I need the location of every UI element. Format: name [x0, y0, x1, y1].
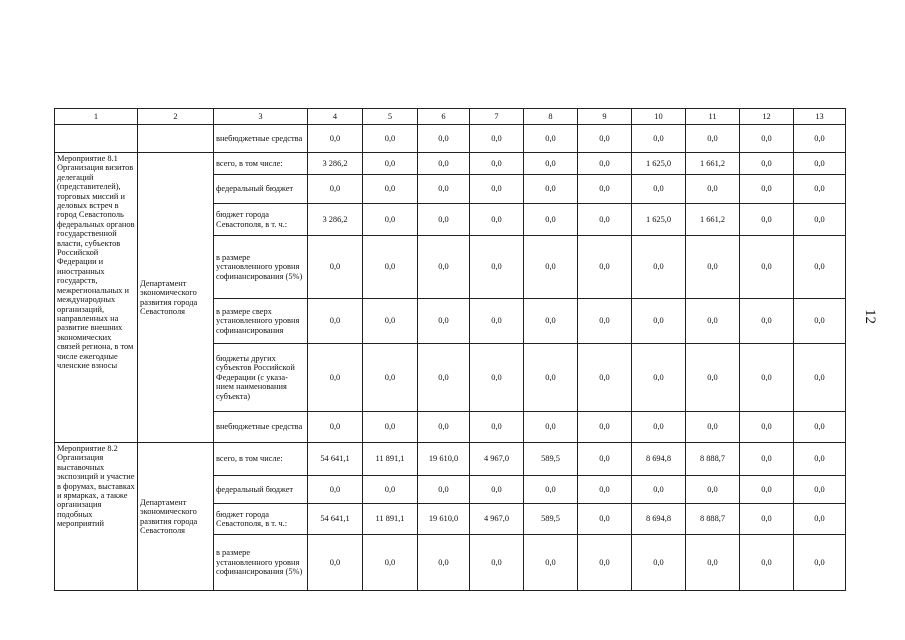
column-header: 12	[740, 109, 794, 125]
value-cell: 3 286,2	[308, 153, 363, 175]
funding-source-label: федеральный бюджет	[214, 175, 308, 204]
value-cell: 0,0	[740, 412, 794, 443]
value-cell: 1 625,0	[632, 153, 686, 175]
column-header: 3	[214, 109, 308, 125]
value-cell: 0,0	[418, 299, 470, 344]
value-cell: 0,0	[686, 535, 740, 591]
value-cell: 11 891,1	[363, 504, 418, 535]
value-cell: 0,0	[794, 344, 846, 412]
executor-cell: Департамент экономического развития города Севастополя	[138, 153, 214, 443]
value-cell: 0,0	[308, 299, 363, 344]
table-row	[55, 125, 846, 153]
value-cell: 0,0	[740, 153, 794, 175]
funding-source-label: в размере установленного уровня софинансирования (5%)	[214, 236, 308, 299]
funding-source-label: в размере установленного уровня софинансирования (5%)	[214, 535, 308, 591]
value-cell: 0,0	[578, 443, 632, 476]
column-header: 10	[632, 109, 686, 125]
value-cell: 0,0	[363, 153, 418, 175]
column-header: 2	[138, 109, 214, 125]
funding-source-label: бюджет города Севастополя, в т. ч.:	[214, 204, 308, 236]
value-cell: 3 286,2	[308, 204, 363, 236]
value-cell: 8 694,8	[632, 443, 686, 476]
value-cell: 8 888,7	[686, 443, 740, 476]
value-cell: 0,0	[418, 125, 470, 153]
value-cell: 0,0	[524, 125, 578, 153]
value-cell: 0,0	[578, 236, 632, 299]
value-cell: 0,0	[794, 535, 846, 591]
funding-source-label: внебюджетные средства	[214, 412, 308, 443]
value-cell: 0,0	[794, 204, 846, 236]
value-cell: 0,0	[363, 412, 418, 443]
value-cell: 54 641,1	[308, 443, 363, 476]
funding-source-label: бюджеты других субъектов Российской Федерации (с указа-нием наименования субъекта)	[214, 344, 308, 412]
funding-source-label: бюджет города Севастополя, в т. ч.:	[214, 504, 308, 535]
value-cell: 0,0	[686, 476, 740, 504]
value-cell: 0,0	[794, 125, 846, 153]
value-cell: 0,0	[632, 125, 686, 153]
value-cell: 0,0	[524, 412, 578, 443]
value-cell: 4 967,0	[470, 504, 524, 535]
column-header: 4	[308, 109, 363, 125]
value-cell: 0,0	[418, 236, 470, 299]
column-header: 13	[794, 109, 846, 125]
value-cell: 0,0	[578, 344, 632, 412]
value-cell: 0,0	[794, 153, 846, 175]
value-cell: 0,0	[524, 535, 578, 591]
value-cell: 8 694,8	[632, 504, 686, 535]
value-cell: 0,0	[740, 504, 794, 535]
value-cell: 0,0	[686, 412, 740, 443]
value-cell: 0,0	[470, 175, 524, 204]
value-cell: 0,0	[308, 476, 363, 504]
funding-source-label: всего, в том числе:	[214, 443, 308, 476]
table-row	[55, 153, 846, 175]
value-cell: 0,0	[524, 204, 578, 236]
value-cell: 0,0	[794, 175, 846, 204]
value-cell: 0,0	[794, 476, 846, 504]
value-cell: 0,0	[524, 175, 578, 204]
value-cell: 589,5	[524, 443, 578, 476]
value-cell: 0,0	[363, 236, 418, 299]
value-cell: 0,0	[470, 344, 524, 412]
value-cell: 0,0	[578, 153, 632, 175]
value-cell: 0,0	[308, 236, 363, 299]
value-cell: 0,0	[470, 204, 524, 236]
value-cell: 0,0	[686, 344, 740, 412]
value-cell: 0,0	[686, 299, 740, 344]
value-cell: 0,0	[740, 535, 794, 591]
empty-cell	[55, 125, 138, 153]
budget-table	[54, 108, 846, 591]
value-cell: 0,0	[524, 344, 578, 412]
value-cell: 0,0	[632, 412, 686, 443]
value-cell: 0,0	[794, 299, 846, 344]
value-cell: 0,0	[632, 236, 686, 299]
value-cell: 1 661,2	[686, 153, 740, 175]
value-cell: 0,0	[418, 204, 470, 236]
value-cell: 0,0	[308, 344, 363, 412]
value-cell: 0,0	[363, 299, 418, 344]
value-cell: 0,0	[470, 125, 524, 153]
value-cell: 0,0	[470, 299, 524, 344]
column-header: 8	[524, 109, 578, 125]
value-cell: 0,0	[740, 344, 794, 412]
value-cell: 4 967,0	[470, 443, 524, 476]
value-cell: 0,0	[794, 236, 846, 299]
value-cell: 589,5	[524, 504, 578, 535]
value-cell: 0,0	[470, 476, 524, 504]
value-cell: 0,0	[363, 204, 418, 236]
value-cell: 0,0	[794, 443, 846, 476]
value-cell: 0,0	[470, 535, 524, 591]
activity-title: Мероприятие 8.2 Организация выставочных экспозиций и участие в форумах, выставках и ярмарках, а также организация подобных мероприятий	[55, 443, 138, 591]
value-cell: 0,0	[418, 153, 470, 175]
value-cell: 0,0	[740, 175, 794, 204]
value-cell: 0,0	[308, 412, 363, 443]
value-cell: 0,0	[578, 299, 632, 344]
value-cell: 0,0	[308, 175, 363, 204]
column-header: 5	[363, 109, 418, 125]
value-cell: 1 625,0	[632, 204, 686, 236]
value-cell: 0,0	[418, 344, 470, 412]
empty-cell	[138, 125, 214, 153]
executor-cell: Департамент экономического развития города Севастополя	[138, 443, 214, 591]
value-cell: 0,0	[632, 476, 686, 504]
value-cell: 11 891,1	[363, 443, 418, 476]
value-cell: 0,0	[578, 125, 632, 153]
column-header: 6	[418, 109, 470, 125]
value-cell: 0,0	[363, 476, 418, 504]
value-cell: 0,0	[578, 204, 632, 236]
funding-source-label: внебюджетные средства	[214, 125, 308, 153]
value-cell: 0,0	[418, 412, 470, 443]
value-cell: 0,0	[740, 476, 794, 504]
value-cell: 1 661,2	[686, 204, 740, 236]
value-cell: 0,0	[363, 535, 418, 591]
value-cell: 0,0	[686, 236, 740, 299]
value-cell: 0,0	[524, 153, 578, 175]
funding-source-label: в размере сверх установленного уровня софинансирования	[214, 299, 308, 344]
value-cell: 0,0	[418, 175, 470, 204]
value-cell: 0,0	[524, 299, 578, 344]
value-cell: 8 888,7	[686, 504, 740, 535]
value-cell: 0,0	[632, 175, 686, 204]
funding-source-label: всего, в том числе:	[214, 153, 308, 175]
value-cell: 0,0	[470, 236, 524, 299]
value-cell: 54 641,1	[308, 504, 363, 535]
value-cell: 0,0	[578, 412, 632, 443]
value-cell: 19 610,0	[418, 443, 470, 476]
value-cell: 0,0	[740, 125, 794, 153]
value-cell: 0,0	[740, 236, 794, 299]
value-cell: 0,0	[524, 476, 578, 504]
value-cell: 0,0	[578, 535, 632, 591]
value-cell: 0,0	[632, 344, 686, 412]
column-header: 7	[470, 109, 524, 125]
value-cell: 0,0	[578, 476, 632, 504]
value-cell: 0,0	[363, 344, 418, 412]
value-cell: 0,0	[470, 153, 524, 175]
value-cell: 0,0	[794, 504, 846, 535]
value-cell: 19 610,0	[418, 504, 470, 535]
header-row	[55, 109, 846, 125]
value-cell: 0,0	[632, 299, 686, 344]
value-cell: 0,0	[470, 412, 524, 443]
value-cell: 0,0	[363, 175, 418, 204]
value-cell: 0,0	[740, 443, 794, 476]
value-cell: 0,0	[418, 476, 470, 504]
value-cell: 0,0	[740, 204, 794, 236]
column-header: 9	[578, 109, 632, 125]
value-cell: 0,0	[740, 299, 794, 344]
value-cell: 0,0	[524, 236, 578, 299]
value-cell: 0,0	[578, 175, 632, 204]
value-cell: 0,0	[308, 125, 363, 153]
value-cell: 0,0	[686, 175, 740, 204]
activity-title: Мероприятие 8.1 Организация визитов делегаций (представителей), торговых миссий и деловых встреч в город Севастополь федеральных органов государственной власти, субъектов Российской Федерации и иностранных государств, межрегиональных и международных организаций, направленных на развитие внешних экономических связей региона, в том числе ежегодные членские взносы	[55, 153, 138, 443]
table-row	[55, 443, 846, 476]
column-header: 1	[55, 109, 138, 125]
funding-source-label: федеральный бюджет	[214, 476, 308, 504]
value-cell: 0,0	[686, 125, 740, 153]
value-cell: 0,0	[308, 535, 363, 591]
page-number: 12	[862, 309, 878, 324]
value-cell: 0,0	[794, 412, 846, 443]
value-cell: 0,0	[578, 504, 632, 535]
column-header: 11	[686, 109, 740, 125]
value-cell: 0,0	[363, 125, 418, 153]
value-cell: 0,0	[418, 535, 470, 591]
value-cell: 0,0	[632, 535, 686, 591]
